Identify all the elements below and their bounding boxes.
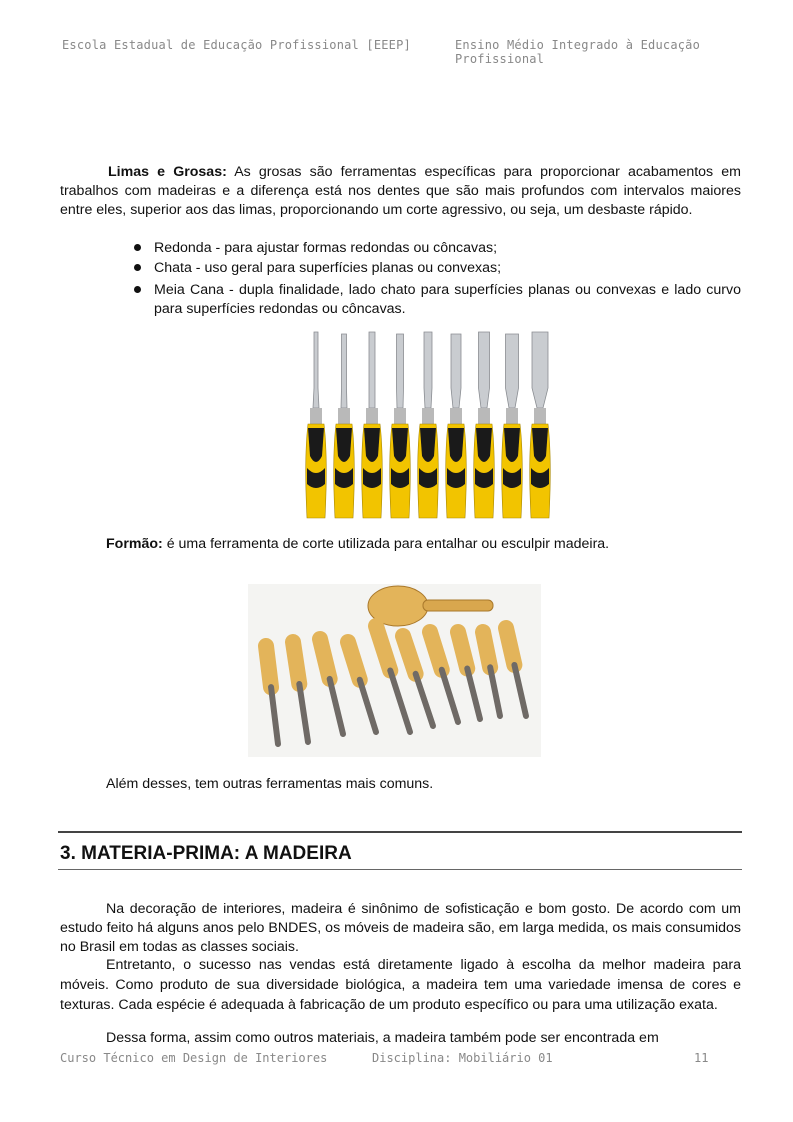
madeira-paragraph-2 [60,955,741,1015]
outras-paragraph [60,775,741,794]
outras-text: Além desses, tem outras ferramentas mais comuns. [106,776,434,792]
footer-discipline: Disciplina: Mobiliário 01 [372,1051,553,1065]
header-school: Escola Estadual de Educação Profissional [EEEP] [62,38,411,52]
chisel [334,334,355,518]
chisel [502,334,523,518]
madeira-text-1: Na decoração de interiores, madeira é sinônimo de sofisticação e bom gosto. De acordo com um estudo feito há alguns anos pelo BNDES, os móveis de madeira são, em larga medida, os mais consumidos no Brasil em todas as classes sociais. [60,901,741,955]
chisel [446,334,467,518]
list-item: Redonda - para ajustar formas redondas ou côncavas; [132,239,741,258]
section-bottom-rule [58,869,742,870]
chisel [474,332,495,518]
header-program: Ensino Médio Integrado à Educação Profissional [455,38,701,66]
chisel [306,332,327,518]
section-top-rule [58,831,742,833]
carving-tools-image [248,584,541,757]
chisel [418,332,439,518]
limas-paragraph [60,163,741,220]
madeira-paragraph-3 [60,1029,741,1048]
madeira-text-2: Entretanto, o sucesso nas vendas está diretamente ligado à escolha da melhor madeira para móveis. Como produto de sua diversidade biológica, a madeira tem uma variedade imensa de cores e texturas. Cada espécie é adequada à fabricação de um produto específico ou para uma utilização exata. [60,957,741,1013]
madeira-text-3: Dessa forma, assim como outros materiais, a madeira também pode ser encontrada em [106,1030,659,1046]
section-title: 3. MATERIA-PRIMA: A MADEIRA [60,843,352,864]
limas-term: Limas e Grosas: [108,164,227,180]
footer-course: Curso Técnico em Design de Interiores [60,1051,328,1065]
formao-text: é uma ferramenta de corte utilizada para entalhar ou esculpir madeira. [166,536,610,552]
formao-term: Formão: [106,536,163,552]
madeira-paragraph-1 [60,900,741,957]
chisel-set-image [300,328,565,523]
footer-page-number: 11 [694,1051,709,1065]
limas-text: As grosas são ferramentas específicas para proporcionar acabamentos em trabalhos com madeiras e a diferença está nos dentes que são mais profundos com intervalos maiores entre eles, superior aos das limas, proporcionando um corte agressivo, ou seja, um desbaste rápido. [60,164,741,218]
formao-paragraph [60,535,741,554]
list-item: Chata - uso geral para superfícies planas ou convexas; [132,259,741,278]
list-item: Meia Cana - dupla finalidade, lado chato para superfícies planas ou convexas e lado curvo para superfícies redondas ou côncavas. [132,281,741,319]
limas-list [132,239,741,320]
chisel [390,334,411,518]
chisel [362,332,383,518]
chisel [530,332,551,518]
